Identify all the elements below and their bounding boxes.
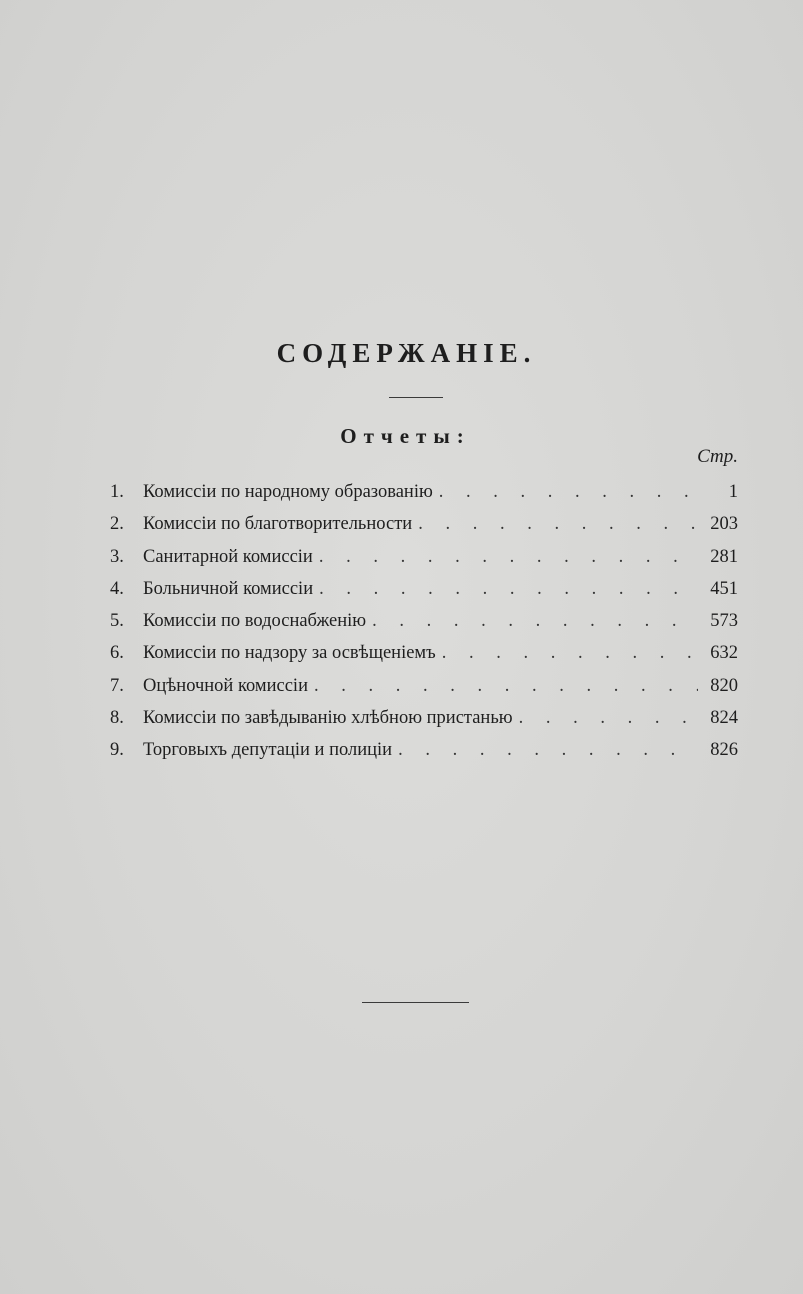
leader-dots: [398, 740, 698, 761]
entry-page: 1: [728, 482, 738, 502]
entry-page: 824: [710, 708, 738, 729]
toc-entry: [110, 579, 738, 611]
entry-number: 2.: [110, 514, 124, 535]
entry-number: 6.: [110, 643, 124, 664]
leader-dots: [372, 611, 698, 632]
title-divider: [389, 397, 443, 398]
section-title: Отчеты:: [340, 424, 471, 448]
page-column-label: Стр.: [697, 446, 738, 467]
leader-dots: [319, 579, 698, 600]
entry-number: 5.: [110, 611, 124, 632]
entry-number: 9.: [110, 740, 124, 761]
toc-entry: [110, 708, 738, 740]
leader-dots: [319, 547, 698, 568]
entry-label: Комиссіи по завѣдыванію хлѣбною пристанью: [143, 708, 513, 729]
entry-page: 632: [710, 643, 738, 664]
page-title: СОДЕРЖАНІЕ.: [276, 338, 537, 368]
entry-page: 826: [710, 740, 738, 761]
toc-entry: [110, 514, 738, 546]
entry-label: Комиссіи по благотворительности: [143, 514, 413, 535]
leader-dots: [418, 514, 698, 535]
toc-entry: [110, 676, 738, 708]
entry-label: Оцѣночной комиссіи: [143, 675, 308, 696]
entry-label: Комиссіи по водоснабженію: [143, 611, 367, 632]
entry-number: 8.: [110, 708, 124, 729]
entry-label: Больничной комиссіи: [143, 578, 314, 599]
end-divider: [362, 1002, 469, 1003]
toc-entry: [110, 740, 738, 772]
entry-number: 4.: [110, 578, 124, 599]
entry-label: Торговыхъ депутаціи и полиціи: [143, 740, 393, 761]
entry-page: 820: [710, 675, 738, 696]
entry-page: 203: [710, 514, 738, 535]
leader-dots: [439, 482, 698, 503]
entry-label: Комиссіи по народному образованію: [143, 482, 433, 502]
entry-number: 3.: [110, 546, 124, 567]
table-of-contents: [110, 482, 738, 773]
entry-label: Санитарной комиссіи: [143, 546, 313, 567]
leader-dots: [519, 708, 698, 729]
leader-dots: [442, 643, 698, 664]
entry-number: 7.: [110, 675, 124, 696]
toc-entry: [110, 482, 738, 514]
entry-number: 1.: [110, 482, 124, 502]
leader-dots: [314, 676, 698, 697]
entry-page: 573: [710, 611, 738, 632]
toc-entry: [110, 611, 738, 643]
entry-label: Комиссіи по надзору за освѣщеніемъ: [143, 643, 436, 664]
toc-entry: [110, 643, 738, 675]
toc-entry: [110, 547, 738, 579]
entry-page: 451: [710, 578, 738, 599]
entry-page: 281: [710, 546, 738, 567]
